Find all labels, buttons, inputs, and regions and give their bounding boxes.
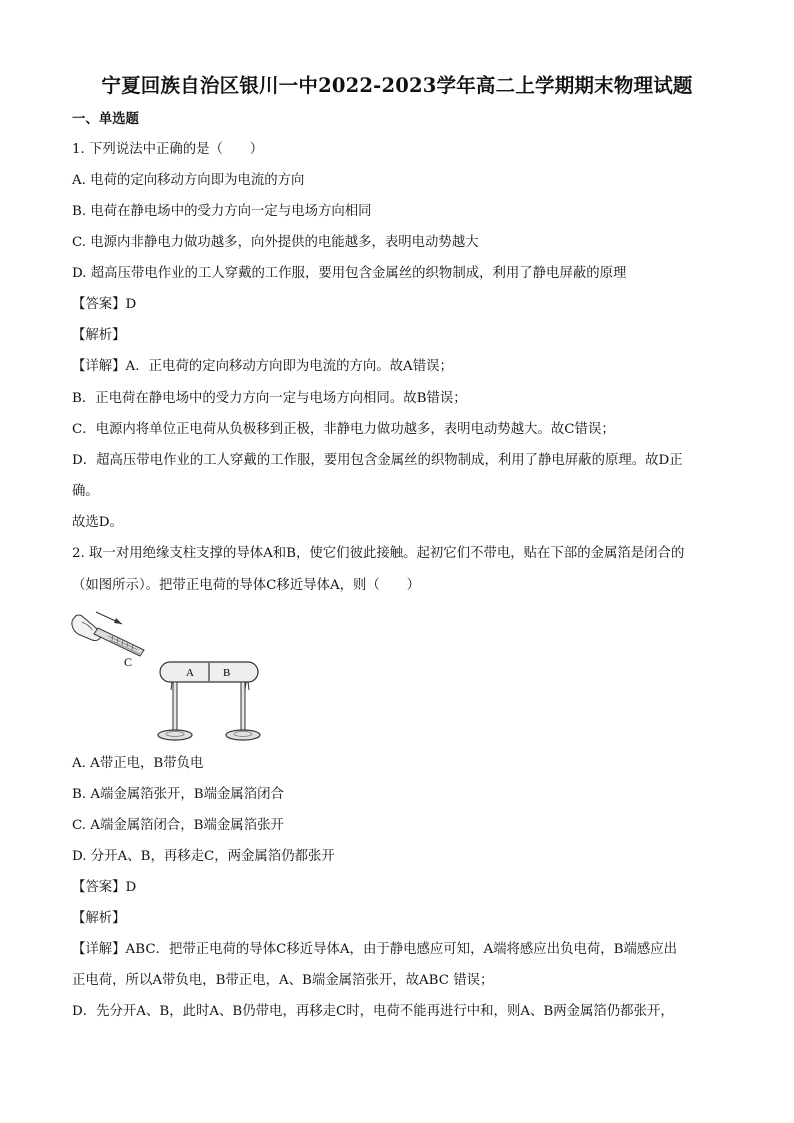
q1-detail-d-cont: 确。 [72,484,99,499]
q1-conclusion: 故选D。 [72,515,123,530]
q1-option-d: D. 超高压带电作业的工人穿戴的工作服，要用包含金属丝的织物制成，利用了静电屏蔽的原理 [72,266,627,281]
q1-stem: 1. 下列说法中正确的是（ ） [72,142,264,157]
insulating-stand-b [226,682,260,740]
metal-foil-b [245,682,249,690]
q2-stem-line2: （如图所示）。把带正电荷的导体C移近导体A，则（ ） [72,578,420,593]
q2-stem-line1: 2. 取一对用绝缘支柱支撑的导体A和B，使它们彼此接触。起初它们不带电，贴在下部的金属箔是闭合的 [72,546,685,561]
q1-detail-b: B．正电荷在静电场中的受力方向一定与电场方向相同。故B错误； [72,391,467,406]
label-b: B [223,667,231,679]
q2-detail-d: D．先分开A、B，此时A、B仍带电，再移走C时，电荷不能再进行中和，则A、B两金属箔仍都张开， [72,1004,674,1019]
q2-detail-abc: 【详解】ABC．把带正电荷的导体C移近导体A，由于静电感应可知，A端将感应出负电荷，B端感应出 [72,942,678,957]
motion-arrow-icon [96,612,122,624]
hand-icon [72,615,101,641]
q2-option-d: D. 分开A、B，再移走C，两金属箔仍都张开 [72,849,335,864]
q2-option-b: B. A端金属箔张开，B端金属箔闭合 [72,787,284,802]
q1-option-a: A. 电荷的定向移动方向即为电流的方向 [72,173,305,188]
q1-detail-a: 【详解】A．正电荷的定向移动方向即为电流的方向。故A错误； [72,359,453,374]
q2-answer: 【答案】D [72,880,137,895]
q1-detail-c: C．电源内将单位正电荷从负极移到正极，非静电力做功越多，表明电动势越大。故C错误； [72,422,615,437]
q2-option-a: A. A带正电，B带负电 [72,756,204,771]
label-a: A [186,667,194,679]
q1-option-b: B. 电荷在静电场中的受力方向一定与电场方向相同 [72,204,372,219]
section-heading: 一、单选题 [72,111,139,127]
q1-detail-d: D．超高压带电作业的工人穿戴的工作服，要用包含金属丝的织物制成，利用了静电屏蔽的原理。故D正 [72,453,683,468]
electrostatic-induction-figure [68,604,268,750]
q2-detail-abc-cont: 正电荷，所以A带负电，B带正电，A、B端金属箔张开，故ABC 错误； [72,973,494,988]
q1-option-c: C. 电源内非静电力做功越多，向外提供的电能越多，表明电动势越大 [72,235,479,250]
q2-analysis-label: 【解析】 [72,911,126,926]
q2-option-c: C. A端金属箔闭合，B端金属箔张开 [72,818,284,833]
insulating-stand-a [158,682,192,740]
charged-rod-c [94,628,144,656]
page-title: 宁夏回族自治区银川一中2022-2023学年高二上学期期末物理试题 [101,74,693,97]
label-c: C [124,655,133,669]
q1-answer: 【答案】D [72,297,137,312]
q1-analysis-label: 【解析】 [72,328,126,343]
